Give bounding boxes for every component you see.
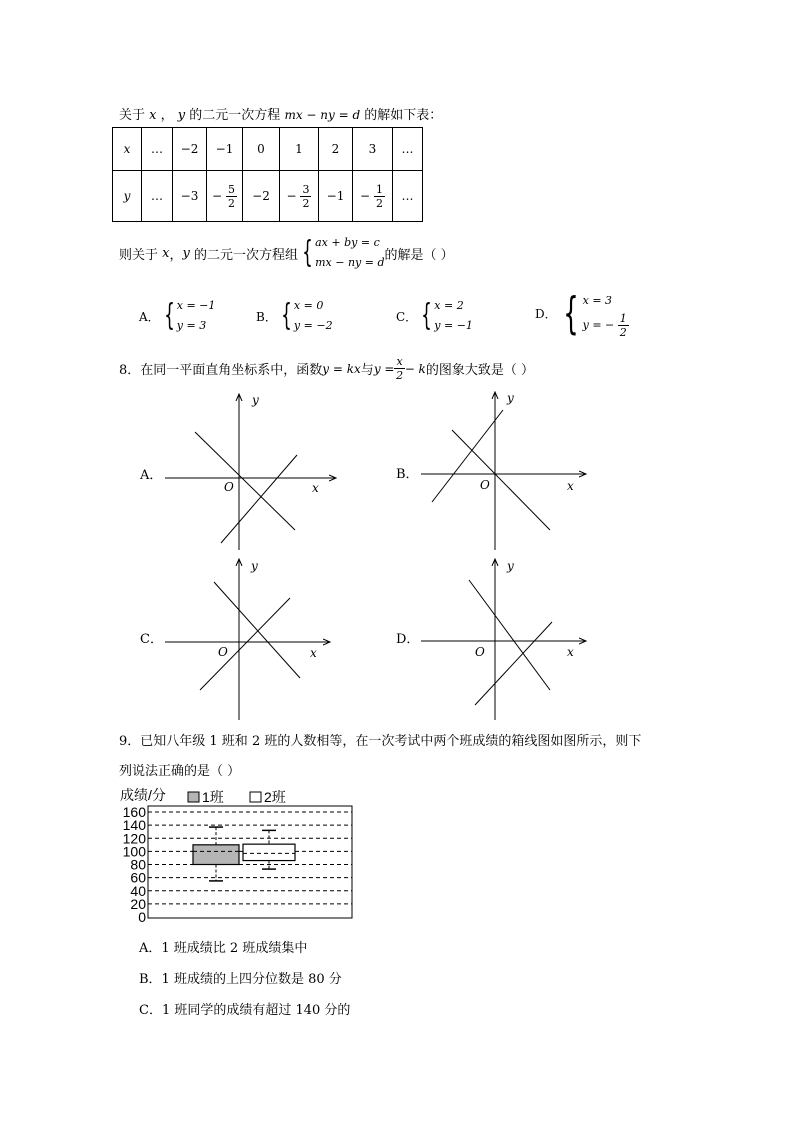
graph-c[interactable] xyxy=(140,559,329,720)
q7-question-line: 则关于 x ， y 的二元一次方程组 { ax + by = c mx − ny = d 的解是（ ） xyxy=(119,233,454,273)
svg-text:D．: D． xyxy=(396,632,420,647)
table-cell: … xyxy=(393,128,423,171)
svg-text:x: x xyxy=(567,645,574,659)
table-cell: −1 xyxy=(319,171,353,222)
svg-text:O: O xyxy=(218,645,228,659)
svg-text:O: O xyxy=(224,480,234,494)
q8-stem: 8．在同一平面直角坐标系中，函数 y = kx 与 y = $\frac{x}{2}$ − k 的图象大致是（ ） xyxy=(119,355,534,382)
y-tick-label: 60 xyxy=(130,869,146,886)
svg-text:x: x xyxy=(567,479,574,493)
boxplot-chart xyxy=(110,784,370,930)
table-cell-fraction: − $\frac{5}{2}$ xyxy=(207,171,243,222)
graph-d[interactable] xyxy=(396,559,585,720)
q7-then-c: 的解是（ ） xyxy=(384,247,454,263)
svg-text:O: O xyxy=(480,478,490,492)
table-cell: … xyxy=(142,128,173,171)
y-tick-label: 40 xyxy=(130,882,146,899)
y-tick-label: 80 xyxy=(130,856,146,873)
y-tick-label: 160 xyxy=(122,804,146,820)
option-c[interactable]: C． { x = 2 y = −1 xyxy=(396,298,473,333)
q9-stem-line2: 列说法正确的是（ ） xyxy=(119,764,241,779)
graph-b[interactable] xyxy=(396,391,585,550)
svg-text:C．: C． xyxy=(140,632,163,647)
box-series-1 xyxy=(193,827,239,881)
svg-text:A．: A． xyxy=(140,468,163,483)
table-cell: −2 xyxy=(243,171,280,222)
q9-option-b[interactable]: B．1 班成绩的上四分位数是 80 分 xyxy=(139,972,342,987)
q7-then-a: 则关于 xyxy=(119,247,159,263)
ylabel: 成绩/分 xyxy=(120,787,166,803)
boxes xyxy=(193,827,295,881)
var-y: y xyxy=(177,108,186,123)
legend-swatch-1 xyxy=(188,792,199,802)
q9-option-a[interactable]: A．1 班成绩比 2 班成绩集中 xyxy=(139,941,308,956)
table-cell-fraction: − $\frac{1}{2}$ xyxy=(353,171,393,222)
y-tick-labels xyxy=(123,804,147,925)
svg-text:B．: B． xyxy=(396,467,419,482)
y-tick-label: 140 xyxy=(122,817,146,834)
equation-system: { ax + by = c mx − ny = d xyxy=(302,235,385,270)
q7-intro-c: 的解如下表： xyxy=(364,108,443,123)
equation-mx-ny-d: mx − ny = d xyxy=(284,108,361,122)
legend-swatch-2 xyxy=(250,792,261,802)
table-cell: 2 xyxy=(319,128,353,171)
var-x: x xyxy=(149,108,157,123)
svg-text:y: y xyxy=(252,393,259,407)
table-cell: −2 xyxy=(173,128,207,171)
y-tick-label: 100 xyxy=(122,843,146,860)
table-cell: 1 xyxy=(280,128,319,171)
table-cell: 0 xyxy=(243,128,280,171)
y-tick-label: 20 xyxy=(130,895,146,912)
q7-then-b: 的二元一次方程组 xyxy=(194,247,299,263)
table-cell: −3 xyxy=(173,171,207,222)
box-iqr xyxy=(193,845,239,865)
table-cell: … xyxy=(393,171,423,222)
q7-intro-b: 的二元一次方程 xyxy=(189,108,281,123)
comma: ， xyxy=(160,108,174,123)
q7-intro-a: 关于 xyxy=(119,108,146,123)
svg-text:y: y xyxy=(507,391,514,405)
svg-text:x: x xyxy=(310,646,317,660)
q9-stem-line1: 9．已知八年级 1 班和 2 班的人数相等，在一次考试中两个班成绩的箱线图如图所示，则下 xyxy=(119,734,642,749)
graph-a[interactable] xyxy=(139,393,335,550)
svg-text:y: y xyxy=(507,559,514,573)
option-b[interactable]: B． { x = 0 y = −2 xyxy=(256,298,333,333)
y-tick-label: 0 xyxy=(138,909,146,925)
table-cell-fraction: − $\frac{3}{2}$ xyxy=(280,171,319,222)
svg-text:y: y xyxy=(251,559,258,573)
table-cell: −1 xyxy=(207,128,243,171)
svg-text:x: x xyxy=(312,481,319,495)
row-header-y: y xyxy=(113,171,142,222)
q9-option-c[interactable]: C．1 班同学的成绩有超过 140 分的 xyxy=(139,1003,351,1018)
legend-label-1: 1班 xyxy=(202,789,224,805)
legend-label-2: 2班 xyxy=(264,789,286,805)
box-iqr xyxy=(243,844,295,860)
table-cell: 3 xyxy=(353,128,393,171)
svg-text:O: O xyxy=(475,645,485,659)
table-cell: … xyxy=(142,171,173,222)
box-series-2 xyxy=(243,830,295,869)
option-d[interactable]: D． { x = 3 y = − $\frac{1}{2}$ xyxy=(535,287,627,339)
plot-frame xyxy=(148,806,352,918)
row-header-x: x xyxy=(113,128,142,171)
option-a[interactable]: A． { x = −1 y = 3 xyxy=(139,298,216,333)
y-tick-label: 120 xyxy=(122,830,146,847)
